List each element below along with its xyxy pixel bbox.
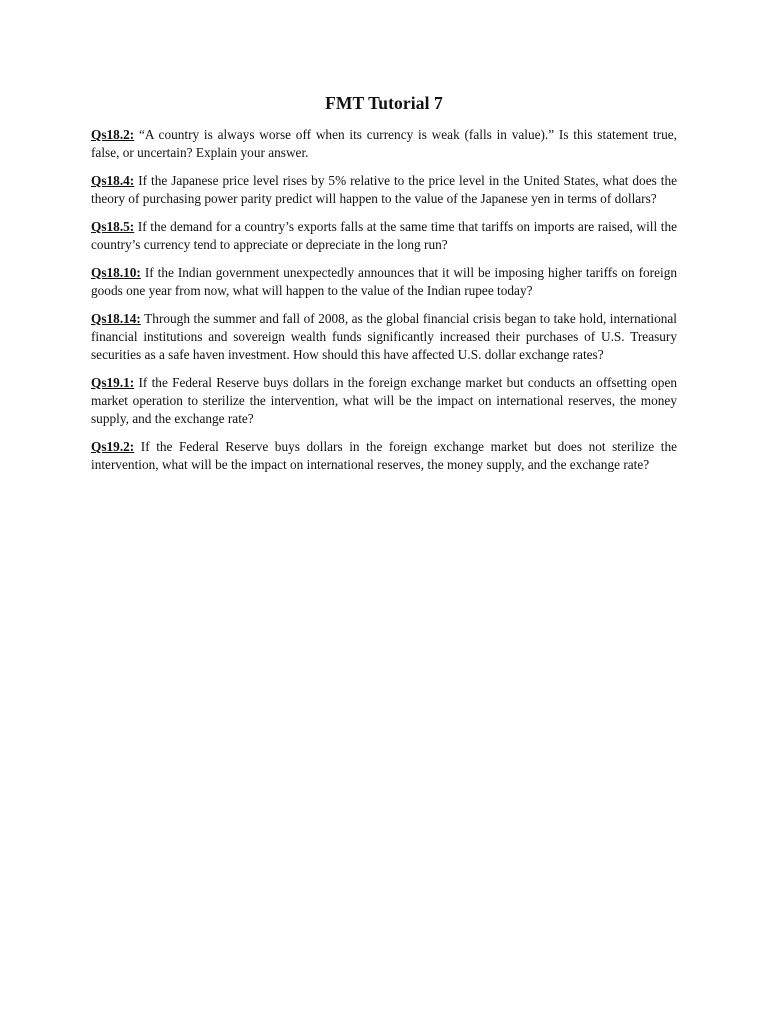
- question-text: If the Indian government unexpectedly announces that it will be imposing higher tariffs on foreign goods one year from now, what will happen to the value of the Indian rupee today?: [91, 264, 677, 298]
- document-title: FMT Tutorial 7: [325, 93, 443, 113]
- question-id: Qs19.2:: [91, 438, 135, 454]
- question-item: [91, 172, 677, 208]
- question-id: Qs19.1:: [91, 374, 135, 390]
- question-id: Qs18.5:: [91, 218, 135, 234]
- question-id: Qs18.2:: [91, 127, 135, 142]
- question-text: Through the summer and fall of 2008, as the global financial crisis began to take hold, international financial institutions and sovereign wealth funds significantly increased their purchases of U.S. Treasury securities as a safe haven investment. How should this have affected U.S. dollar exchange rates?: [91, 310, 677, 363]
- question-item: [91, 374, 677, 429]
- question-item: [91, 126, 677, 162]
- question-text: If the Federal Reserve buys dollars in the foreign exchange market but does not sterilize the intervention, what will be the impact on international reserves, the money supply, and the exchange rate?: [91, 438, 677, 473]
- question-text: If the Federal Reserve buys dollars in the foreign exchange market but conducts an offsetting open market operation to sterilize the intervention, what will be the impact on international reserves, the money supply, and the exchange rate?: [91, 374, 677, 427]
- question-item: [91, 438, 677, 474]
- question-id: Qs18.10:: [91, 264, 141, 280]
- question-list: [91, 126, 677, 474]
- question-id: Qs18.14:: [91, 310, 141, 326]
- document-page: [91, 0, 677, 484]
- question-item: [91, 310, 677, 365]
- question-text: “A country is always worse off when its currency is weak (falls in value).” Is this statement true, false, or uncertain? Explain your answer.: [91, 127, 677, 161]
- question-item: [91, 264, 677, 300]
- question-text: If the demand for a country’s exports falls at the same time that tariffs on imports are raised, will the country’s currency tend to appreciate or depreciate in the long run?: [91, 218, 678, 253]
- question-item: [91, 218, 677, 254]
- question-id: Qs18.4:: [91, 172, 135, 188]
- question-text: If the Japanese price level rises by 5% relative to the price level in the United States, what does the theory of purchasing power parity predict will happen to the value of the Japanese yen in terms of dollars?: [91, 172, 677, 207]
